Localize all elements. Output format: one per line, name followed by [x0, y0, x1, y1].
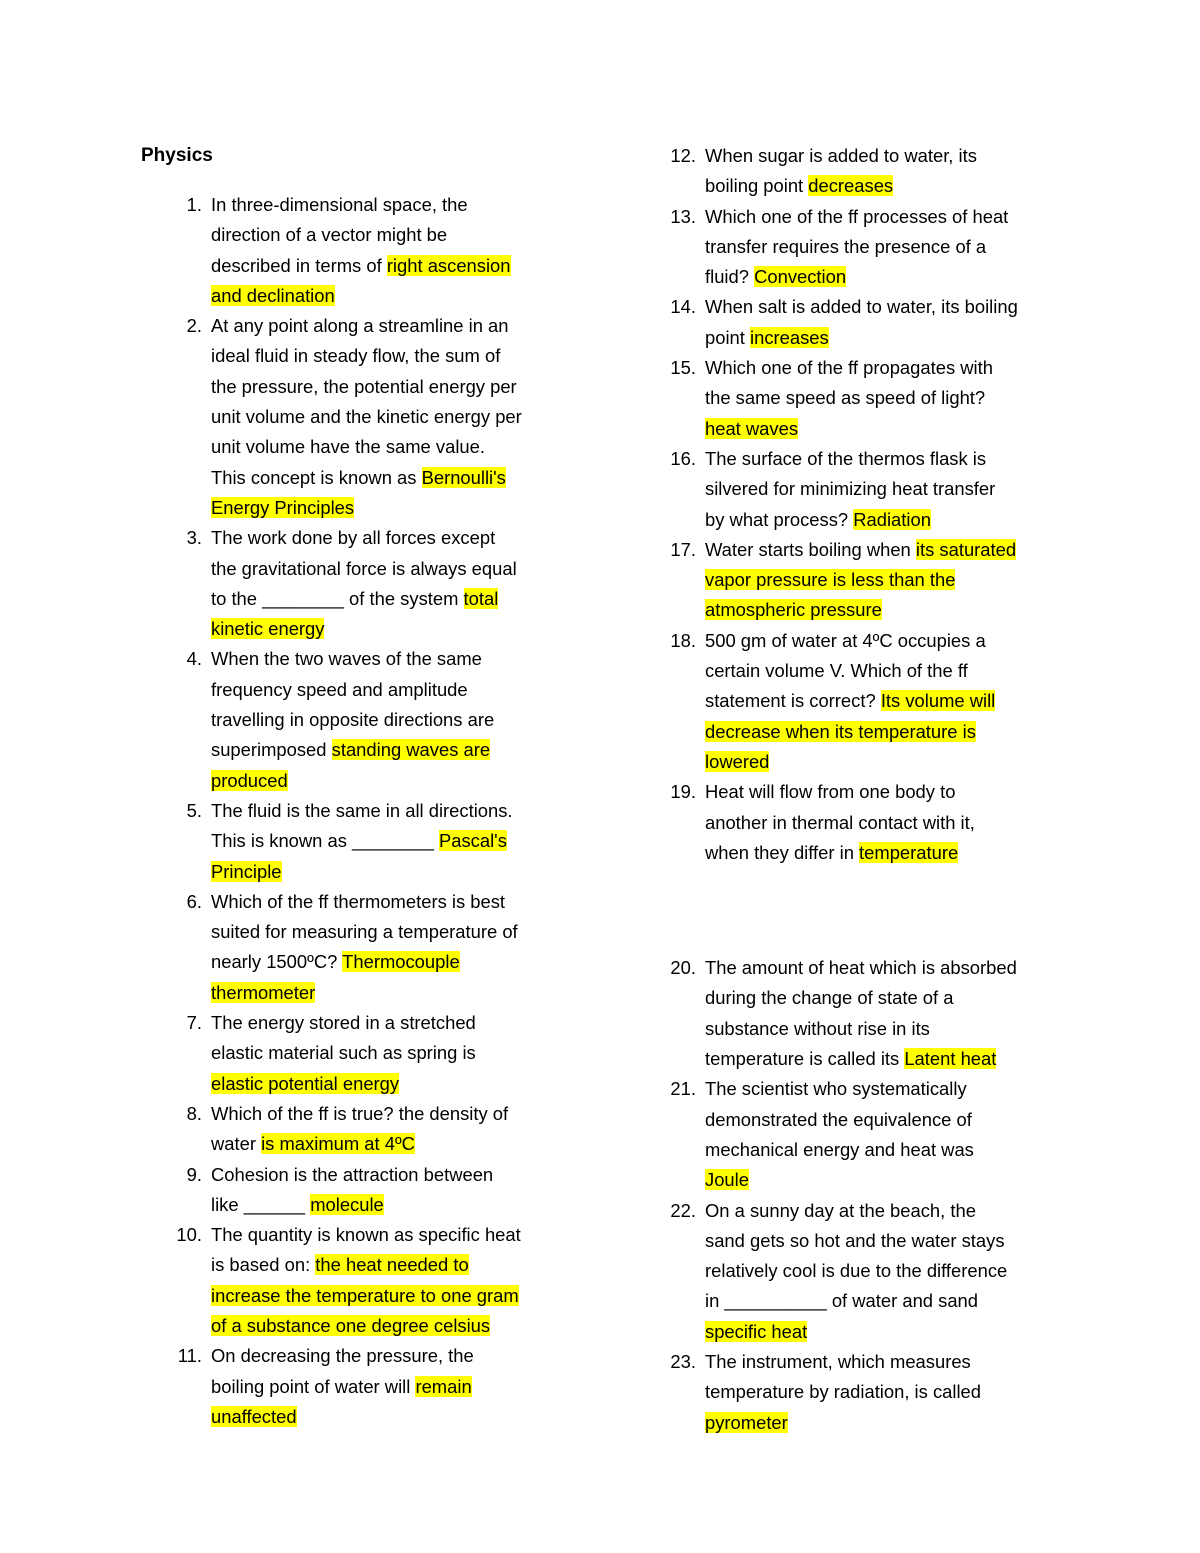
answer-highlight: its saturated vapor pressure is less than the atmospheric pressure	[705, 538, 1017, 621]
question-23	[666, 1347, 1018, 1438]
question-text: The instrument, which measures temperature by radiation, is called	[705, 1350, 982, 1403]
question-number: 5.	[186, 799, 202, 821]
question-number: 1.	[186, 194, 202, 215]
question-text: When salt is added to water, its boiling point	[705, 296, 1018, 348]
question-number: 17.	[670, 538, 696, 560]
question-10	[172, 1220, 524, 1341]
answer-highlight: specific heat	[705, 1320, 808, 1342]
question-number: 22.	[670, 1199, 696, 1221]
question-text: The surface of the thermos flask is silvered for minimizing heat transfer by what process?	[705, 447, 996, 530]
question-number: 8.	[186, 1102, 202, 1124]
right-column	[666, 141, 1018, 1438]
question-text: The amount of heat which is absorbed during the change of state of a substance without rise in its temperature is called its	[705, 957, 1017, 1070]
question-number: 12.	[670, 145, 696, 166]
question-text: Water starts boiling when	[705, 538, 916, 560]
question-number: 3.	[186, 527, 202, 549]
question-text: Which of the ff is true? the density of water	[211, 1102, 509, 1155]
question-text: On a sunny day at the beach, the sand gets so hot and the water stays relatively cool is due to the difference in __________ of water and sand	[705, 1199, 1008, 1312]
question-list-left	[172, 190, 524, 1432]
question-number: 7.	[186, 1012, 202, 1034]
question-list-right	[666, 141, 1018, 1438]
left-column	[172, 190, 524, 1432]
answer-highlight: elastic potential energy	[211, 1072, 400, 1094]
answer-highlight: Bernoulli's Energy Principles	[211, 466, 506, 518]
answer-highlight: molecule	[310, 1193, 384, 1215]
question-1	[172, 190, 524, 311]
question-text: The quantity is known as specific heat is based on:	[211, 1224, 521, 1276]
question-text: In three-dimensional space, the direction of a vector might be described in terms of	[211, 194, 468, 276]
question-text: The energy stored in a stretched elastic material such as spring is	[211, 1012, 476, 1064]
question-number: 2.	[186, 315, 202, 337]
question-17	[666, 535, 1018, 626]
answer-highlight: temperature	[859, 841, 959, 863]
question-number: 6.	[186, 890, 202, 912]
question-4	[172, 644, 524, 795]
question-text: On decreasing the pressure, the boiling point of water will	[211, 1345, 474, 1397]
answer-highlight: right ascension and declination	[211, 254, 511, 306]
answer-highlight: Radiation	[853, 508, 931, 530]
question-18	[666, 626, 1018, 777]
question-number: 19.	[670, 781, 696, 803]
question-3	[172, 523, 524, 644]
question-21	[666, 1074, 1018, 1195]
question-text: At any point along a streamline in an ideal fluid in steady flow, the sum of the pressure, the potential energy per unit volume and the kinetic energy per unit volume have the same value. This concept is known as	[211, 315, 522, 488]
question-19	[666, 777, 1018, 868]
question-16	[666, 444, 1018, 535]
question-8	[172, 1099, 524, 1160]
answer-highlight: pyrometer	[705, 1411, 788, 1433]
answer-highlight: increases	[750, 326, 829, 348]
question-7	[172, 1008, 524, 1099]
question-number: 13.	[670, 205, 696, 227]
answer-highlight: heat waves	[705, 417, 799, 439]
question-5	[172, 796, 524, 887]
answer-highlight: is maximum at 4ºC	[261, 1133, 415, 1155]
question-13	[666, 202, 1018, 293]
answer-highlight: Joule	[705, 1169, 749, 1191]
question-number: 18.	[670, 629, 696, 651]
question-text: Which of the ff thermometers is best suited for measuring a temperature of nearly 1500ºC?	[211, 890, 518, 973]
question-number: 9.	[186, 1163, 202, 1185]
question-text: When sugar is added to water, its boiling point	[705, 145, 977, 197]
question-text: Which one of the ff propagates with the same speed as speed of light?	[705, 357, 993, 409]
question-11	[172, 1341, 524, 1432]
answer-highlight: standing waves are produced	[211, 739, 491, 791]
answer-highlight: remain unaffected	[211, 1375, 472, 1427]
answer-highlight: decreases	[808, 175, 894, 197]
question-text: 500 gm of water at 4ºC occupies a certain volume V. Which of the ff statement is correct?	[705, 629, 986, 712]
question-12	[666, 141, 1018, 202]
question-number: 20.	[670, 957, 696, 979]
question-9	[172, 1160, 524, 1221]
question-number: 14.	[670, 296, 696, 318]
question-number: 21.	[670, 1078, 696, 1100]
answer-highlight: Pascal's Principle	[211, 830, 507, 882]
answer-highlight: Latent heat	[904, 1048, 997, 1070]
question-22	[666, 1196, 1018, 1347]
question-text: The work done by all forces except the gravitational force is always equal to the ________ of the system	[211, 527, 517, 609]
question-number: 11.	[177, 1345, 202, 1367]
question-text: The scientist who systematically demonstrated the equivalence of mechanical energy and heat was	[705, 1078, 974, 1160]
question-number: 16.	[670, 447, 696, 469]
answer-highlight: total kinetic energy	[211, 587, 499, 640]
answer-highlight: Its volume will decrease when its temperature is lowered	[705, 690, 996, 772]
question-text: Heat will flow from one body to another in thermal contact with it, when they differ in	[705, 781, 975, 863]
question-number: 10.	[176, 1224, 202, 1246]
question-20	[666, 953, 1018, 1074]
answer-highlight: Thermocouple thermometer	[211, 951, 460, 1003]
question-text: Cohesion is the attraction between like ______	[211, 1163, 494, 1215]
question-number: 15.	[670, 357, 696, 379]
answer-highlight: Convection	[754, 266, 847, 288]
question-14	[666, 292, 1018, 353]
question-number: 23.	[670, 1350, 696, 1372]
question-6	[172, 887, 524, 1008]
question-15	[666, 353, 1018, 444]
question-text: The fluid is the same in all directions. This is known as ________	[211, 799, 513, 852]
question-number: 4.	[186, 648, 202, 670]
question-text: When the two waves of the same frequency speed and amplitude travelling in opposite directions are superimposed	[211, 648, 495, 761]
question-2	[172, 311, 524, 523]
answer-highlight: the heat needed to increase the temperature to one gram of a substance one degree celsius	[211, 1254, 519, 1336]
page-title: Physics	[141, 145, 213, 166]
question-text: Which one of the ff processes of heat transfer requires the presence of a fluid?	[705, 205, 1009, 288]
